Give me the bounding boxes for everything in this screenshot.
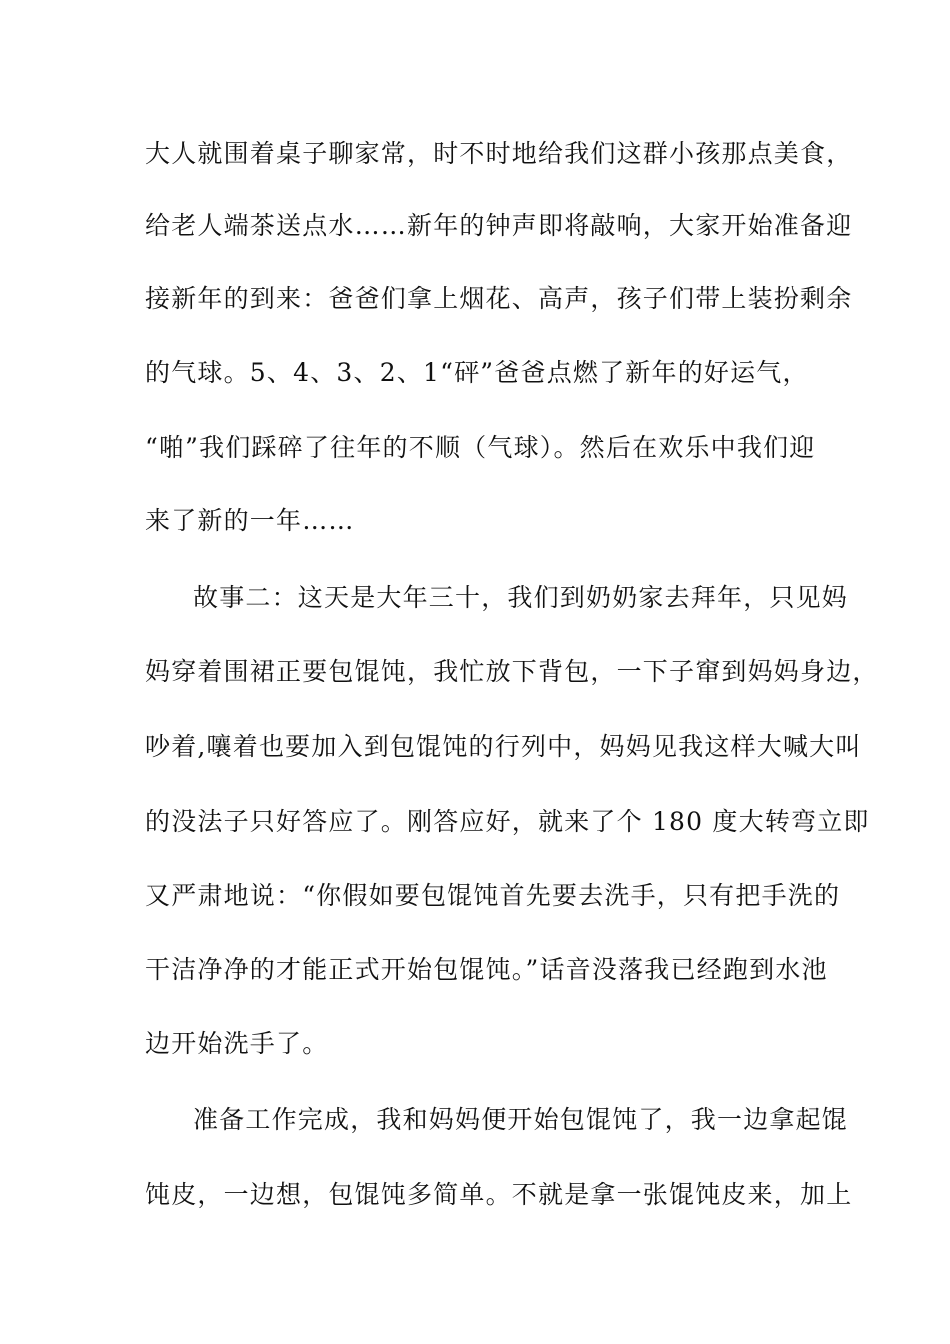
text-line: 干洁净净的才能正式开始包馄饨。”话音没落我已经跑到水池 bbox=[145, 955, 828, 984]
text-line: 接新年的到来：爸爸们拿上烟花、高声，孩子们带上装扮剩余 bbox=[145, 284, 853, 313]
text-line: 又严肃地说：“你假如要包馄饨首先要去洗手，只有把手洗的 bbox=[145, 881, 841, 910]
text-line: “啪”我们踩碎了往年的不顺（气球）。然后在欢乐中我们迎 bbox=[145, 433, 816, 462]
paragraph-first-line: 准备工作完成，我和妈妈便开始包馄饨了，我一边拿起馄 bbox=[193, 1105, 849, 1134]
text-line: 饨皮，一边想，包馄饨多简单。不就是拿一张馄饨皮来，加上 bbox=[145, 1180, 853, 1209]
text-line: 来了新的一年…… bbox=[145, 506, 355, 535]
text-line: 的气球。5、4、3、2、1“砰”爸爸点燃了新年的好运气， bbox=[145, 358, 809, 387]
text-line: 的没法子只好答应了。刚答应好，就来了个 180 度大转弯立即 bbox=[145, 807, 870, 836]
text-line: 边开始洗手了。 bbox=[145, 1029, 329, 1058]
text-line: 给老人端茶送点水……新年的钟声即将敲响，大家开始准备迎 bbox=[145, 211, 853, 240]
text-line: 妈穿着围裙正要包馄饨，我忙放下背包，一下子窜到妈妈身边， bbox=[145, 657, 879, 686]
paragraph-first-line: 故事二：这天是大年三十，我们到奶奶家去拜年，只见妈 bbox=[193, 583, 849, 612]
text-line: 吵着,嚷着也要加入到包馄饨的行列中，妈妈见我这样大喊大叫 bbox=[145, 732, 862, 761]
text-line: 大人就围着桌子聊家常，时不时地给我们这群小孩那点美食， bbox=[145, 139, 853, 168]
